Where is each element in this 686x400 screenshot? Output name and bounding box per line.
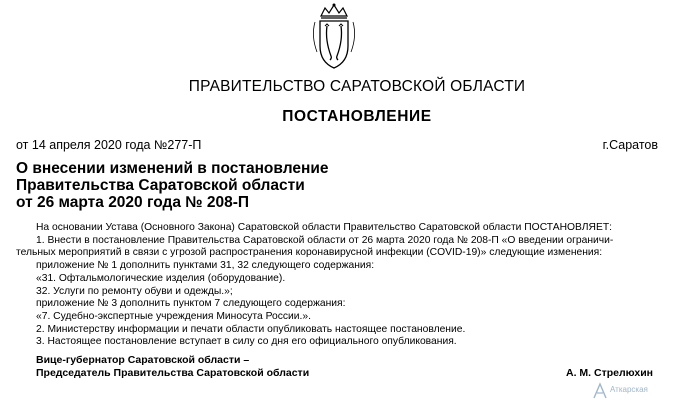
document-city: г.Саратов xyxy=(602,138,658,152)
body-line: «7. Судебно-экспертные учреждения Миносута России.». xyxy=(36,310,311,322)
signer-position xyxy=(36,354,309,380)
watermark-text: Аткарская xyxy=(610,385,648,394)
body-line: «31. Офтальмологические изделия (оборудование). xyxy=(36,272,286,284)
body-line: 1. Внести в постановление Правительства Саратовской области от 26 марта 2020 года № 208-П «О введении ограничи- xyxy=(36,234,614,246)
document-body xyxy=(16,222,666,349)
signer-name: А. М. Стрелюхин xyxy=(566,367,653,379)
body-line: На основании Устава (Основного Закона) Саратовской области Правительство Саратовской области ПОСТАНОВЛЯЕТ: xyxy=(36,222,613,233)
body-line: 3. Настоящее постановление вступает в силу со дня его официального опубликования. xyxy=(36,336,457,348)
heading-line: от 26 марта 2020 года № 208-П xyxy=(16,194,250,211)
signer-position-line: Председатель Правительства Саратовской области xyxy=(36,367,310,379)
heading-line: О внесении изменений в постановление xyxy=(16,160,329,177)
body-line: приложение № 1 дополнить пунктами 31, 32 следующего содержания: xyxy=(36,260,375,272)
document-date-number: от 14 апреля 2020 года №277-П xyxy=(16,138,202,152)
document-type: ПОСТАНОВЛЕНИЕ xyxy=(282,108,432,125)
body-line: 32. Услуги по ремонту обуви и одежды.»; xyxy=(36,285,233,297)
body-line: 2. Министерству информации и печати области опубликовать настоящее постановление. xyxy=(36,323,466,335)
document-heading xyxy=(16,160,436,211)
government-title: ПРАВИТЕЛЬСТВО САРАТОВСКОЙ ОБЛАСТИ xyxy=(188,78,526,95)
coat-of-arms-emblem xyxy=(301,2,367,70)
heading-line: Правительства Саратовской области xyxy=(16,177,305,194)
body-line: приложение № 3 дополнить пунктом 7 следующего содержания: xyxy=(36,298,346,310)
body-line: тельных мероприятий в связи с угрозой распространения коронавирусной инфекции (COVID-19)» следующие изменения: xyxy=(16,247,603,259)
signer-position-line: Вице-губернатор Саратовской области – xyxy=(36,354,250,366)
